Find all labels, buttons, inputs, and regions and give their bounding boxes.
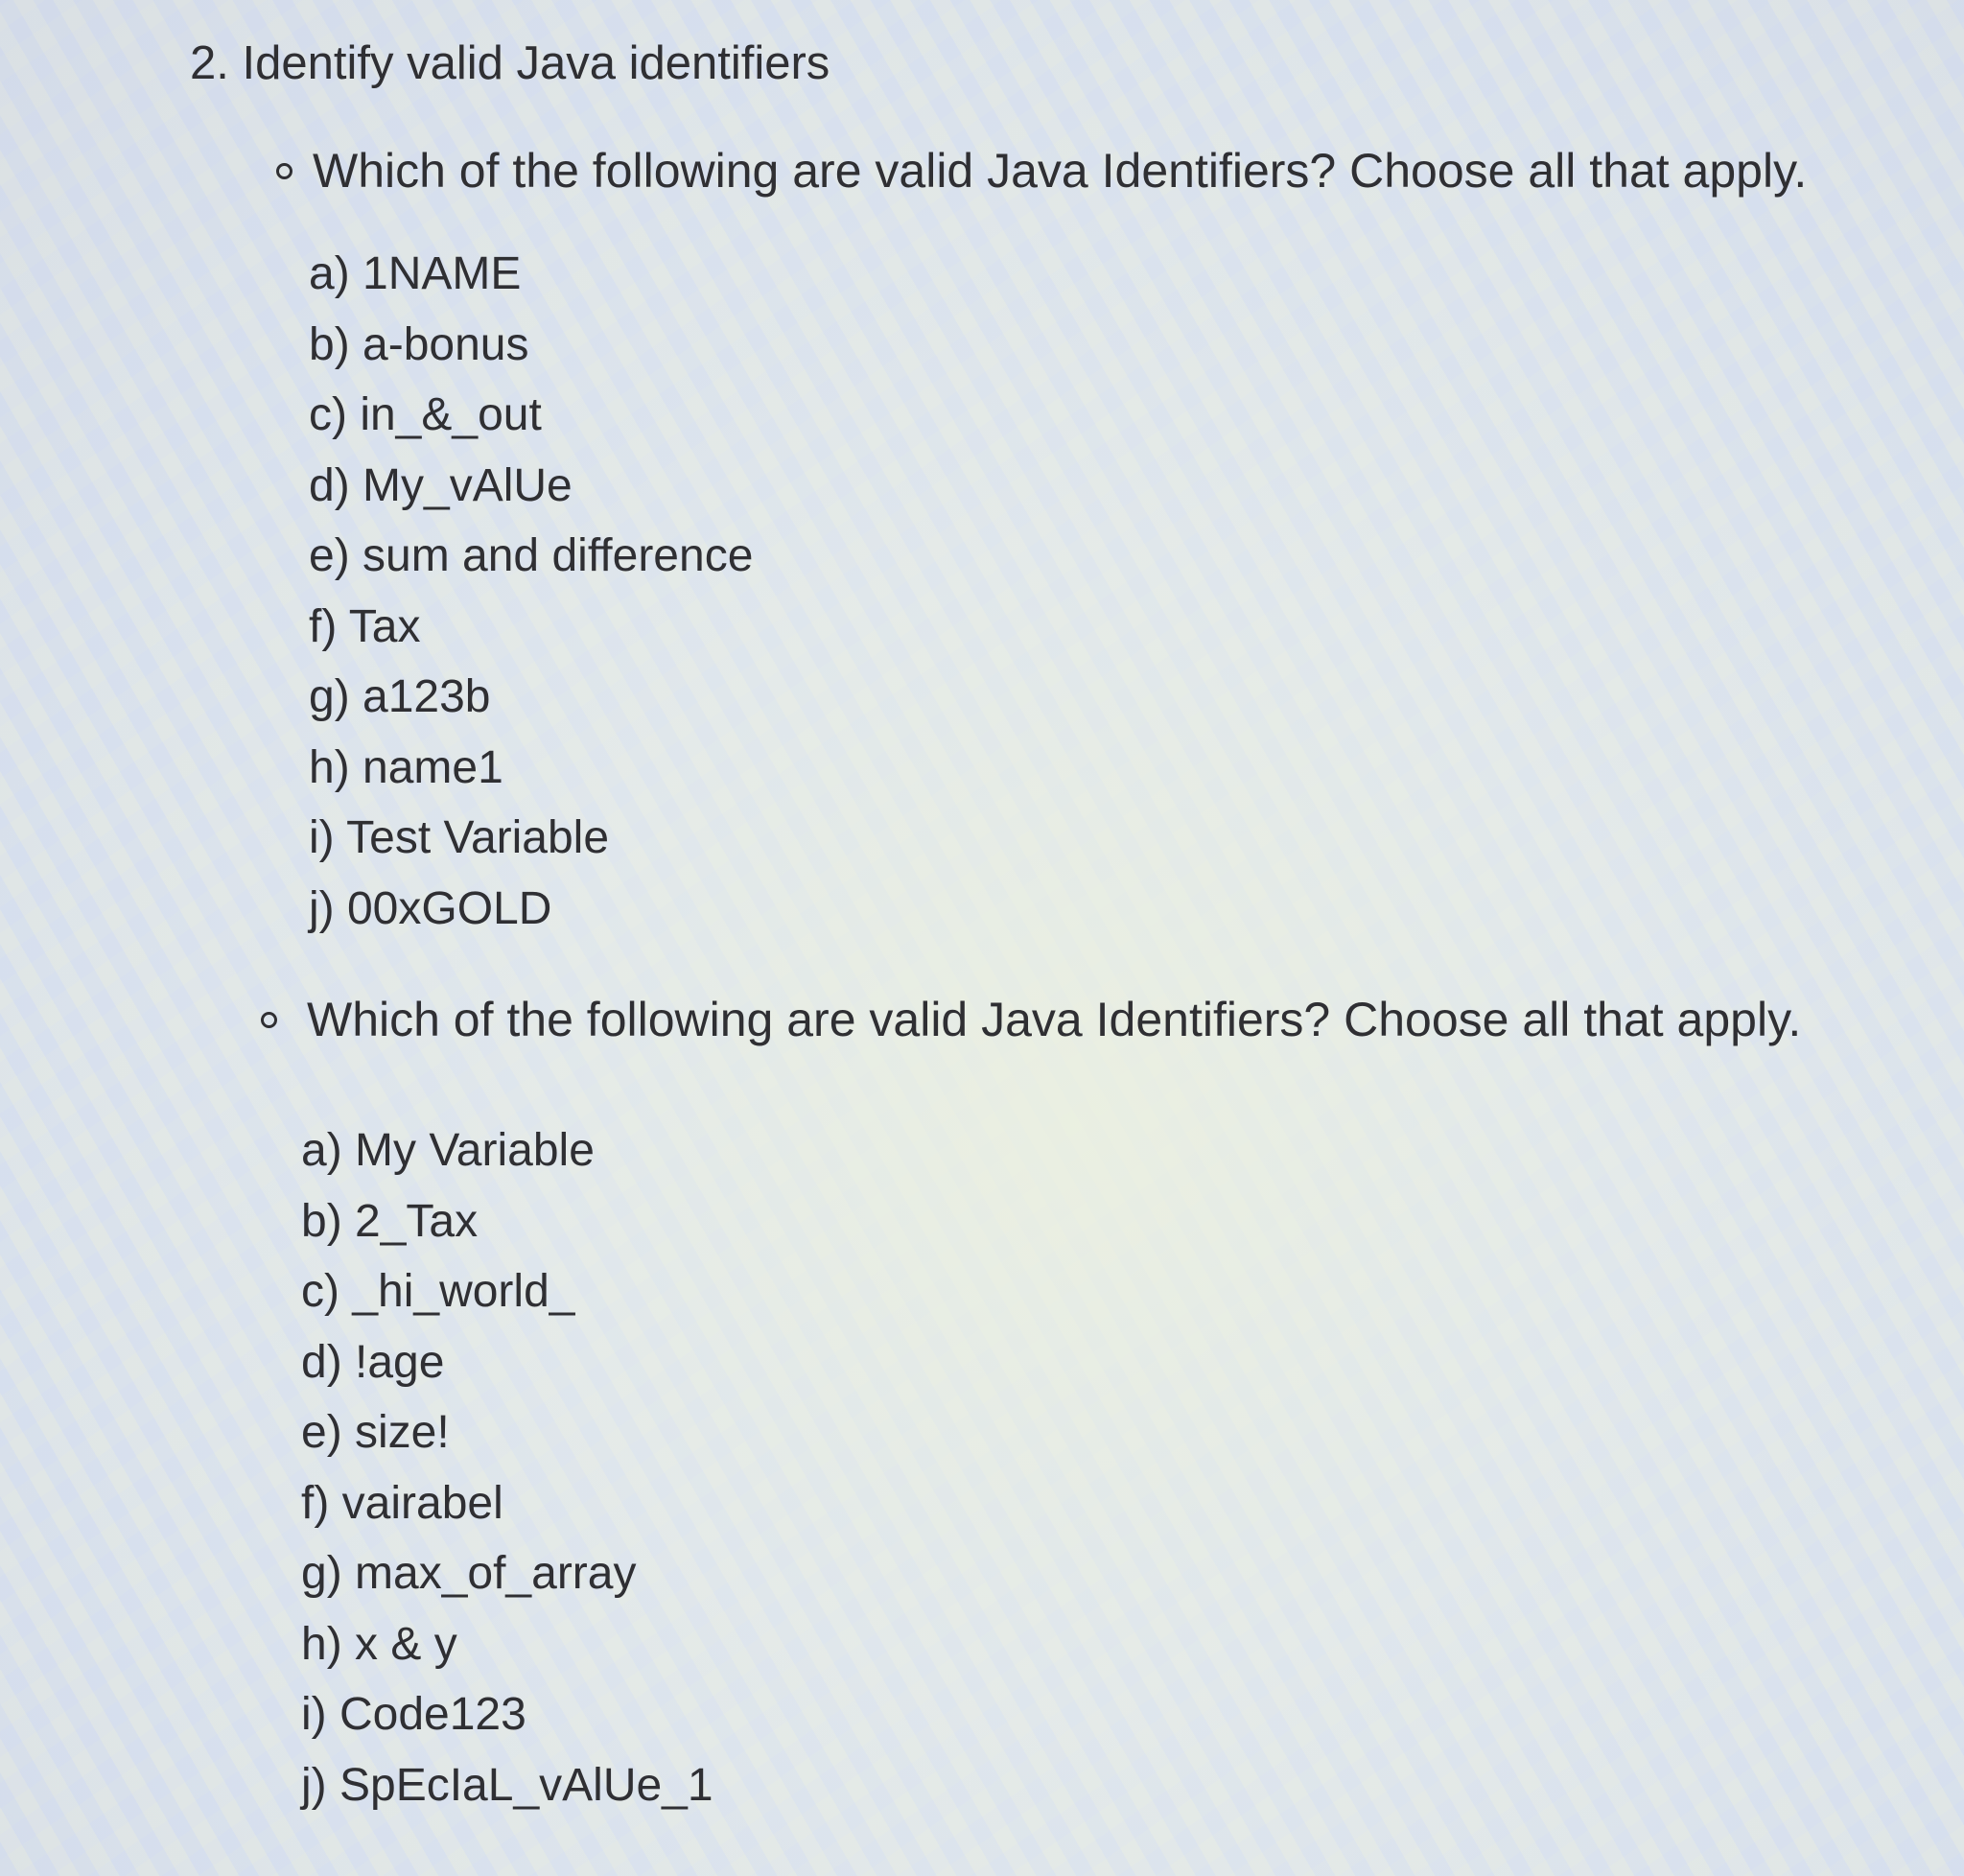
option-item: b) a-bonus: [309, 318, 529, 370]
option-item: e) sum and difference: [309, 530, 754, 581]
bullet-circle-icon: [261, 1012, 277, 1028]
option-item: h) x & y: [301, 1618, 457, 1670]
question-1: Which of the following are valid Java Identifiers? Choose all that apply.: [313, 144, 1808, 198]
option-item: g) max_of_array: [301, 1548, 637, 1599]
option-list-2: [301, 1122, 713, 1827]
question-2: Which of the following are valid Java Identifiers? Choose all that apply.: [307, 993, 1802, 1046]
option-item: j) SpEcIaL_vAlUe_1: [301, 1759, 713, 1811]
option-item: c) _hi_world_: [301, 1266, 575, 1317]
option-item: b) 2_Tax: [301, 1195, 479, 1247]
option-item: e) size!: [301, 1407, 450, 1458]
option-item: c) in_&_out: [309, 389, 542, 440]
option-item: a) My Variable: [301, 1125, 595, 1176]
option-item: g) a123b: [309, 671, 491, 722]
option-list-1: [309, 246, 753, 950]
option-item: h) name1: [309, 741, 503, 793]
bullet-circle-icon: [276, 163, 292, 179]
option-item: a) 1NAME: [309, 248, 522, 299]
option-item: d) My_vAlUe: [309, 459, 573, 511]
option-item: f) Tax: [309, 600, 421, 652]
page-title: 2. Identify valid Java identifiers: [190, 37, 830, 89]
option-item: i) Test Variable: [309, 812, 610, 863]
option-item: f) vairabel: [301, 1477, 503, 1529]
option-item: j) 00xGOLD: [309, 882, 552, 934]
option-item: i) Code123: [301, 1689, 526, 1740]
option-item: d) !age: [301, 1336, 445, 1388]
